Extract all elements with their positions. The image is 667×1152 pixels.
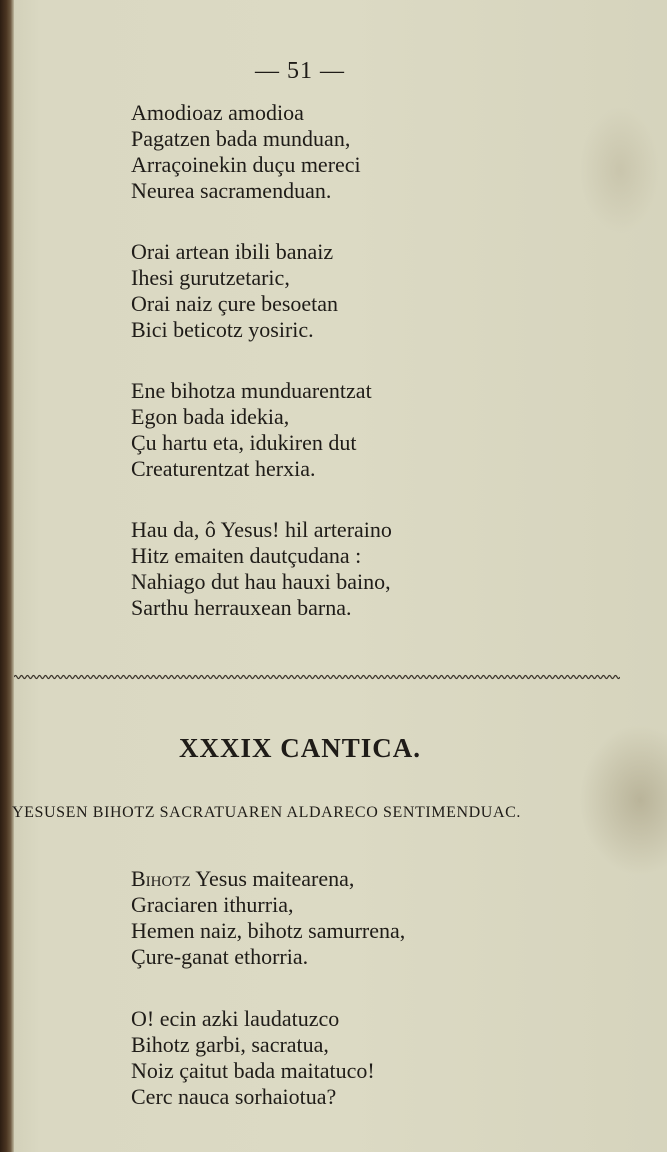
verse-line: Cerc nauca sorhaiotua? — [131, 1084, 337, 1109]
verse-line: Sarthu herrauxean barna. — [131, 595, 352, 620]
verse-line: Nahiago dut hau hauxi baino, — [131, 569, 391, 594]
verse-line: Egon bada idekia, — [131, 404, 290, 429]
verse-line: Çu hartu eta, idukiren dut — [131, 430, 357, 455]
verse-line: Orai artean ibili banaiz — [131, 239, 334, 264]
verse-line: Graciaren ithurria, — [131, 892, 294, 917]
first-line-rest: Yesus maitearena, — [190, 866, 355, 891]
verse-line: Hemen naiz, bihotz samurrena, — [131, 918, 406, 943]
verse-line — [131, 866, 405, 892]
verse-line: Bici beticotz yosiric. — [131, 317, 314, 342]
stanza-2 — [131, 239, 338, 343]
stanza-1 — [131, 100, 361, 204]
verse-line: Neurea sacramenduan. — [131, 178, 332, 203]
verse-line: Hitz emaiten dautçudana : — [131, 543, 362, 568]
section-subtitle: YESUSEN BIHOTZ SACRATUAREN ALDARECO SENTIMENDUAC. — [12, 804, 521, 821]
verse-line: Ene bihotza munduarentzat — [131, 378, 372, 403]
wavy-divider — [14, 672, 620, 682]
page-number: — 51 — — [255, 58, 345, 84]
stanza-4 — [131, 517, 392, 621]
book-spine — [0, 0, 14, 1152]
verse-line: Creaturentzat herxia. — [131, 456, 316, 481]
stanza-6 — [131, 1006, 375, 1110]
verse-line: O! ecin azki laudatuzco — [131, 1006, 340, 1031]
verse-line: Pagatzen bada munduan, — [131, 126, 351, 151]
verse-line: Çure-ganat ethorria. — [131, 944, 309, 969]
first-word: Bihotz — [131, 866, 191, 891]
verse-line: Hau da, ô Yesus! hil arteraino — [131, 517, 392, 542]
verse-line: Arraçoinekin duçu mereci — [131, 152, 361, 177]
verse-line: Orai naiz çure besoetan — [131, 291, 339, 316]
verse-line: Amodioaz amodioa — [131, 100, 304, 125]
verse-line: Bihotz garbi, sacratua, — [131, 1032, 329, 1057]
stanza-5 — [131, 866, 405, 970]
verse-line: Noiz çaitut bada maitatuco! — [131, 1058, 375, 1083]
stanza-3 — [131, 378, 372, 482]
section-title: XXXIX CANTICA. — [178, 733, 421, 763]
verse-line: Ihesi gurutzetaric, — [131, 265, 290, 290]
